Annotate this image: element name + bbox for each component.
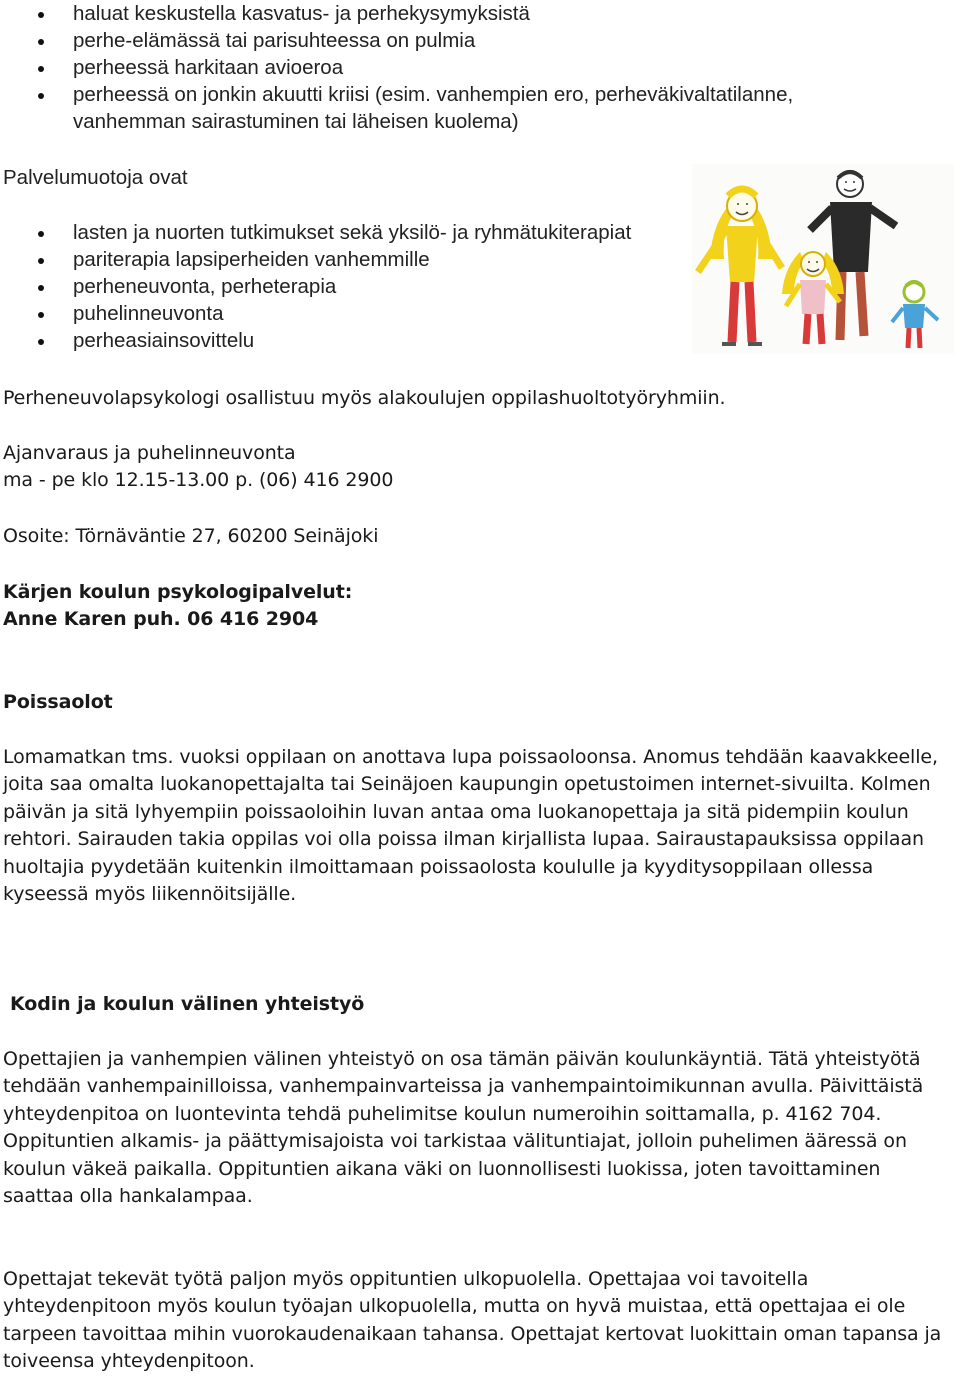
cooperation-heading: Kodin ja koulun välinen yhteistyö — [10, 993, 365, 1015]
list-item: perheasiainsovittelu — [3, 327, 952, 354]
address: Osoite: Törnäväntie 27, 60200 Seinäjoki — [3, 525, 379, 547]
booking-hours: ma - pe klo 12.15-13.00 p. (06) 416 2900 — [3, 469, 394, 492]
list-item: perheessä on jonkin akuutti kriisi (esim. vanhempien ero, perheväkivaltatilanne, vanhemman sairastuminen tai läheisen kuolema) — [3, 81, 952, 135]
list-item: pariterapia lapsiperheiden vanhemmille — [3, 246, 952, 273]
list-item: haluat keskustella kasvatus- ja perhekysymyksistä — [3, 0, 952, 27]
list-item: perheneuvonta, perheterapia — [3, 273, 952, 300]
cooperation-paragraph-1: Opettajien ja vanhempien välinen yhteistyö on osa tämän päivän koulunkäyntiä. Tätä yhteistyötä tehdään vanhempainilloissa, vanhempainvarteissa ja vanhempaintoimikunnan avulla. Päivittäistä yhteydenpitoa on luontevinta tehdä puhelimitse koulun numeroihin soittamalla, p. 4162 704. Oppituntien alkamis- ja päättymisajoista voi tarkistaa välituntiajat, jolloin puhelimen ääressä on koulun väkeä paikalla. Oppituntien aikana väki on luonnollisesti luokissa, joten tavoittaminen saattaa olla hankalampaa. — [3, 1048, 924, 1208]
cooperation-paragraph-2: Opettajat tekevät työtä paljon myös oppituntien ulkopuolella. Opettajaa voi tavoitella yhteydenpitoon myös koulun työajan ulkopuolella, mutta on hyvä muistaa, että opettajaa ei ole tarpeen tavoittaa mihin vuorokaudenaikaan tahansa. Opettajat kertovat luokittain oman tapansa ja toiveensa yhteydenpitoon. — [3, 1268, 942, 1373]
booking-info — [3, 440, 952, 495]
karki-psychology-services — [3, 579, 952, 634]
list-item: lasten ja nuorten tutkimukset sekä yksilö- ja ryhmätukiterapiat — [3, 219, 952, 246]
booking-title: Ajanvaraus ja puhelinneuvonta — [3, 442, 296, 464]
intro-section — [3, 0, 952, 135]
list-item: perheessä harkitaan avioeroa — [3, 54, 952, 81]
list-item: puhelinneuvonta — [3, 300, 952, 327]
intro-list — [3, 0, 952, 135]
list-item: perhe-elämässä tai parisuhteessa on pulmia — [3, 27, 952, 54]
service-heading: Palvelumuotoja ovat — [3, 166, 188, 189]
psychologist-note: Perheneuvolapsykologi osallistuu myös alakoulujen oppilashuoltotyöryhmiin. — [3, 387, 726, 409]
absences-text: Lomamatkan tms. vuoksi oppilaan on anottava lupa poissaoloonsa. Anomus tehdään kaavakkeelle, joita saa omalta luokanopettajalta tai Seinäjoen kaupungin opetustoimen internet-sivuilta. Kolmen päivän ja sitä lyhyempiin poissaoloihin luvan antaa oma luokanopettaja ja sitä pidempiin koulun rehtori. Sairauden takia oppilas voi olla poissa ilman kirjallista lupaa. Sairaustapauksissa oppilaan huoltajia pyydetään kuitenkin ilmoittamaan poissaolosta koululle ja kyyditysoppilaan ollessa kyseessä myös liikennöitsijälle. — [3, 746, 938, 906]
karki-contact: Anne Karen puh. 06 416 2904 — [3, 608, 319, 631]
service-list — [3, 219, 952, 354]
service-section — [3, 219, 952, 354]
absences-heading: Poissaolot — [3, 691, 113, 713]
karki-title: Kärjen koulun psykologipalvelut: — [3, 581, 353, 603]
